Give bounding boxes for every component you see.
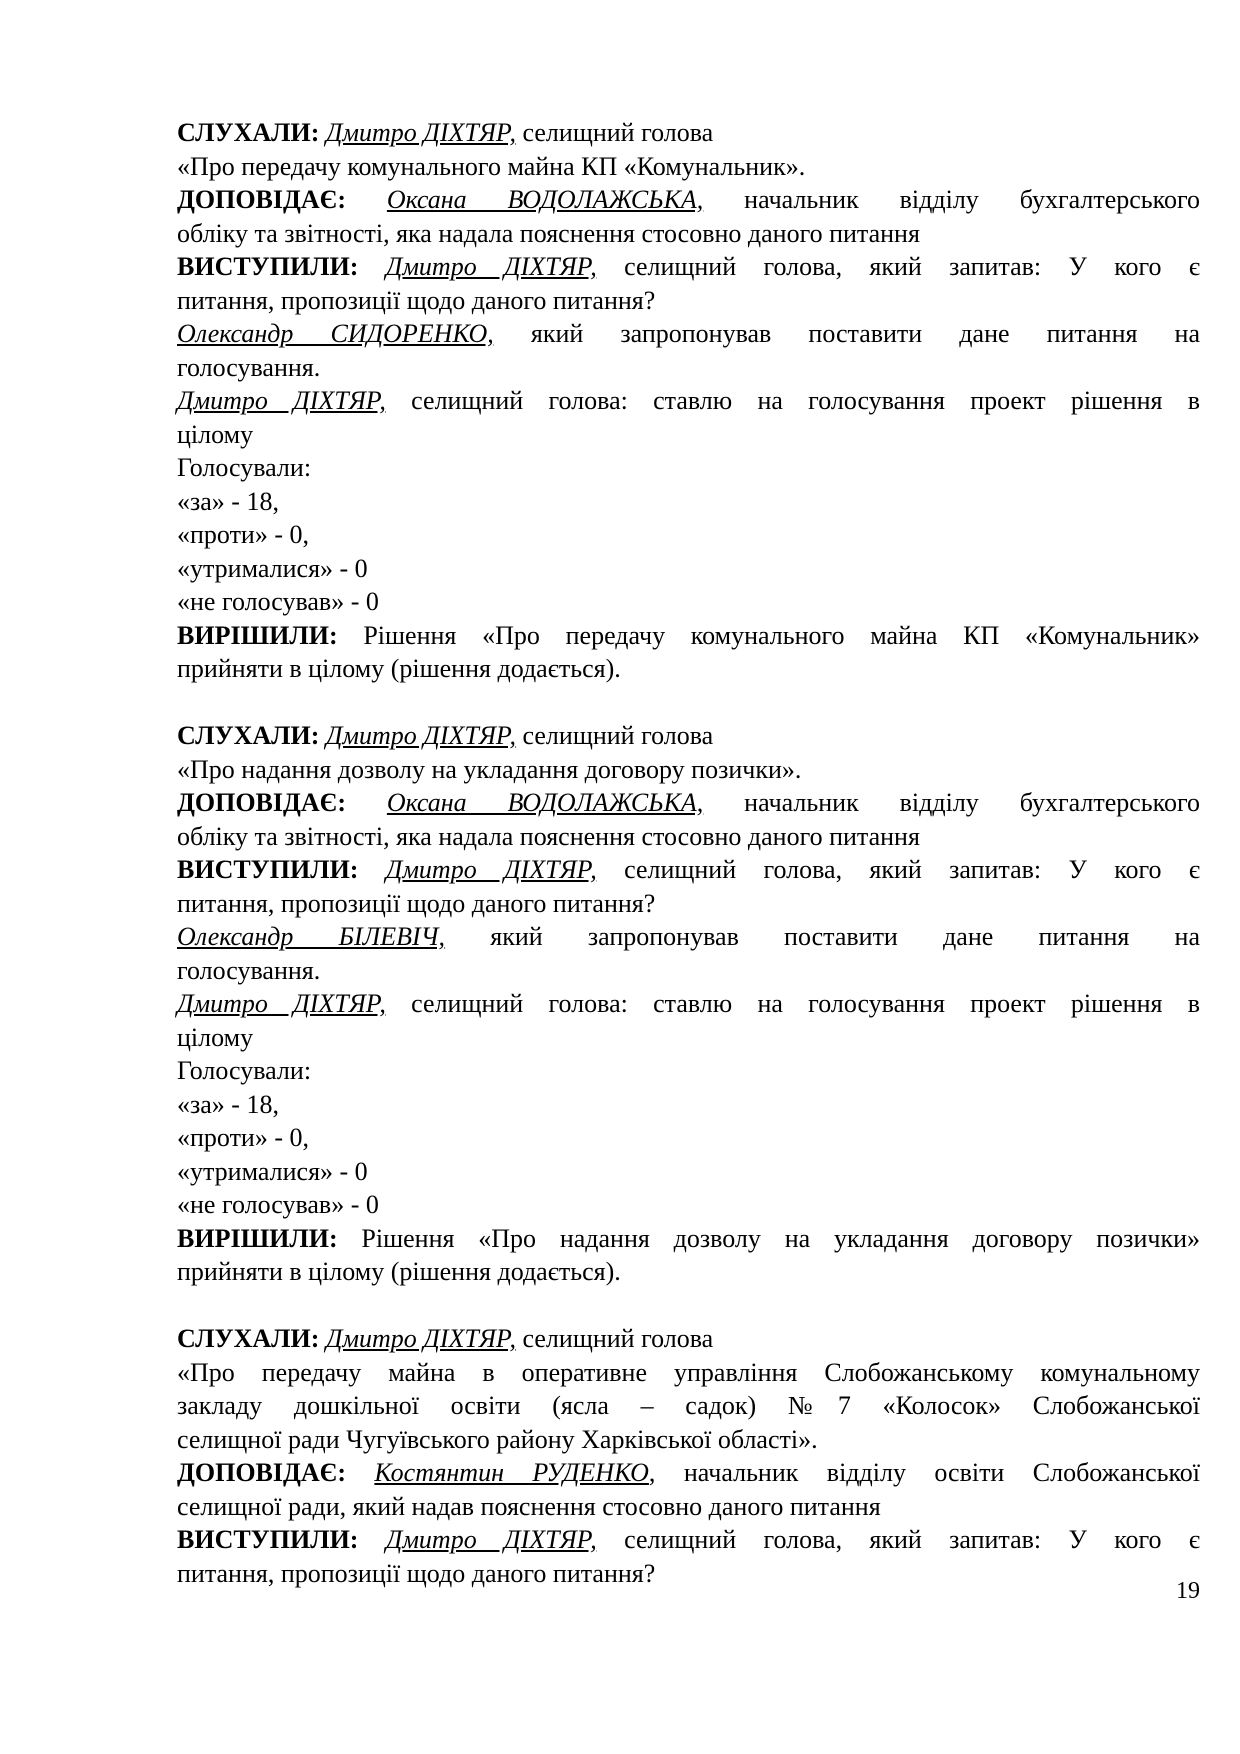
spoke-label: ВИСТУПИЛИ: <box>177 855 359 884</box>
decided-line <box>177 619 1200 653</box>
reporter-name: Оксана ВОДОЛАЖСЬКА, <box>386 788 704 817</box>
chair-line <box>177 987 1200 1021</box>
agenda-item-3 <box>177 1322 1200 1590</box>
proposer-text-cont: голосування. <box>177 955 321 985</box>
chair-text: селищний голова: ставлю на голосування проект рішення в <box>385 989 1200 1018</box>
speaker-name: Дмитро ДІХТЯР, <box>325 1324 517 1353</box>
speaker-role: селищний голова <box>516 721 714 750</box>
proposer-name: Олександр БІЛЕВІЧ, <box>177 922 446 951</box>
votes-heading: Голосували: <box>177 453 312 482</box>
speaker-role: селищний голова <box>516 118 714 147</box>
decided-line <box>177 1222 1200 1256</box>
reports-text-cont: обліку та звітності, яка надала пояснення стосовно даного питання <box>177 218 920 248</box>
agenda-item-2 <box>177 719 1200 1289</box>
item-title-cont: селищної ради Чугуївського району Харківської області». <box>177 1424 818 1454</box>
reports-label: ДОПОВІДАЄ: <box>177 185 346 214</box>
vote-not-voted: «не голосував» - 0 <box>177 587 379 616</box>
decided-label: ВИРІШИЛИ: <box>177 620 338 650</box>
spoke-name: Дмитро ДІХТЯР, <box>385 252 597 281</box>
decided-text: Рішення «Про надання дозволу на укладання договору позички» <box>337 1223 1200 1253</box>
reports-line <box>177 1456 1200 1490</box>
reporter-name: Костянтин РУДЕНКО <box>374 1458 649 1487</box>
agenda-item-1 <box>177 116 1200 686</box>
reports-line <box>177 183 1200 217</box>
item-title: «Про передачу майна в оперативне управління Слобожанському комунальному <box>177 1357 1200 1387</box>
reports-text-cont: обліку та звітності, яка надала пояснення стосовно даного питання <box>177 821 920 851</box>
decided-label: ВИРІШИЛИ: <box>177 1223 338 1253</box>
vote-against: «проти» - 0, <box>177 1123 310 1152</box>
speaker-name: Дмитро ДІХТЯР, <box>325 118 517 147</box>
reports-label: ДОПОВІДАЄ: <box>177 1458 346 1487</box>
spoke-text: селищний голова, який запитав: У кого є <box>596 855 1201 884</box>
reports-text-cont: селищної ради, який надав пояснення стосовно даного питання <box>177 1491 881 1521</box>
section-gap <box>177 686 1200 720</box>
reports-text: , начальник відділу освіти Слобожанської <box>648 1458 1201 1487</box>
spoke-label: ВИСТУПИЛИ: <box>177 252 359 281</box>
spoke-line <box>177 853 1200 887</box>
item-title: «Про передачу комунального майна КП «Комунальник». <box>177 151 806 181</box>
proposer-line <box>177 317 1200 351</box>
vote-not-voted: «не голосував» - 0 <box>177 1190 379 1219</box>
document-page <box>177 116 1200 1590</box>
reports-line <box>177 786 1200 820</box>
chair-text-cont: цілому <box>177 419 254 449</box>
page-number: 19 <box>1176 1578 1200 1604</box>
proposer-line <box>177 920 1200 954</box>
heard-line <box>177 116 1200 150</box>
vote-abstained: «утрималися» - 0 <box>177 1156 368 1186</box>
heard-label: СЛУХАЛИ: <box>177 118 320 147</box>
spoke-name: Дмитро ДІХТЯР, <box>385 855 597 884</box>
reporter-name: Оксана ВОДОЛАЖСЬКА, <box>386 185 704 214</box>
votes-heading: Голосували: <box>177 1056 312 1085</box>
vote-for: «за» - 18, <box>177 1089 279 1119</box>
speaker-role: селищний голова <box>516 1324 714 1353</box>
spoke-text-cont: питання, пропозиції щодо даного питання? <box>177 1558 656 1588</box>
chair-text: селищний голова: ставлю на голосування проект рішення в <box>385 386 1200 415</box>
heard-label: СЛУХАЛИ: <box>177 1324 320 1353</box>
heard-line <box>177 1322 1200 1356</box>
spoke-text-cont: питання, пропозиції щодо даного питання? <box>177 285 656 315</box>
chair-name: Дмитро ДІХТЯР, <box>177 386 386 415</box>
vote-abstained: «утрималися» - 0 <box>177 553 368 583</box>
proposer-text: який запропонував поставити дане питання на <box>493 319 1200 348</box>
heard-label: СЛУХАЛИ: <box>177 721 320 750</box>
heard-line <box>177 719 1200 753</box>
speaker-name: Дмитро ДІХТЯР, <box>325 721 517 750</box>
item-title: «Про надання дозволу на укладання договору позички». <box>177 754 802 784</box>
reports-text: начальник відділу бухгалтерського <box>703 185 1200 214</box>
section-gap <box>177 1289 1200 1323</box>
spoke-label: ВИСТУПИЛИ: <box>177 1525 359 1554</box>
vote-for: «за» - 18, <box>177 486 279 516</box>
spoke-line <box>177 250 1200 284</box>
reports-text: начальник відділу бухгалтерського <box>703 788 1200 817</box>
proposer-text: який запропонував поставити дане питання на <box>445 922 1200 951</box>
spoke-text: селищний голова, який запитав: У кого є <box>596 1525 1201 1554</box>
decided-text-cont: прийняти в цілому (рішення додається). <box>177 1257 621 1286</box>
chair-text-cont: цілому <box>177 1022 254 1052</box>
decided-text-cont: прийняти в цілому (рішення додається). <box>177 654 621 683</box>
proposer-text-cont: голосування. <box>177 352 321 382</box>
proposer-name: Олександр СИДОРЕНКО, <box>177 319 494 348</box>
vote-against: «проти» - 0, <box>177 520 310 549</box>
spoke-text-cont: питання, пропозиції щодо даного питання? <box>177 888 656 918</box>
item-title-cont: закладу дошкільної освіти (ясла – садок) №7 «Колосок» Слобожанської <box>177 1391 1200 1420</box>
spoke-name: Дмитро ДІХТЯР, <box>385 1525 597 1554</box>
chair-name: Дмитро ДІХТЯР, <box>177 989 386 1018</box>
reports-label: ДОПОВІДАЄ: <box>177 788 346 817</box>
chair-line <box>177 384 1200 418</box>
decided-text: Рішення «Про передачу комунального майна КП «Комунальник» <box>337 620 1200 650</box>
spoke-text: селищний голова, який запитав: У кого є <box>596 252 1201 281</box>
spoke-line <box>177 1523 1200 1557</box>
